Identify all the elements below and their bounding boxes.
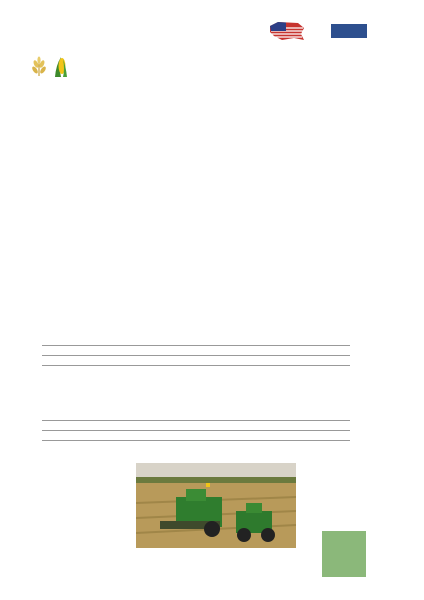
harvester-photo bbox=[136, 463, 296, 548]
answer-line[interactable] bbox=[42, 355, 350, 356]
publisher-logo bbox=[322, 531, 366, 577]
answer-line[interactable] bbox=[42, 365, 350, 366]
chart-scale bbox=[193, 158, 407, 168]
usa-map-flag-icon bbox=[268, 20, 306, 42]
answer-line[interactable] bbox=[42, 430, 350, 431]
corn-icon bbox=[53, 55, 69, 79]
answer-line[interactable] bbox=[42, 440, 350, 441]
page-title bbox=[30, 55, 69, 79]
answer-line[interactable] bbox=[42, 420, 350, 421]
wheat-icon bbox=[28, 56, 50, 78]
sheet-badge bbox=[331, 24, 367, 38]
answer-line[interactable] bbox=[42, 345, 350, 346]
